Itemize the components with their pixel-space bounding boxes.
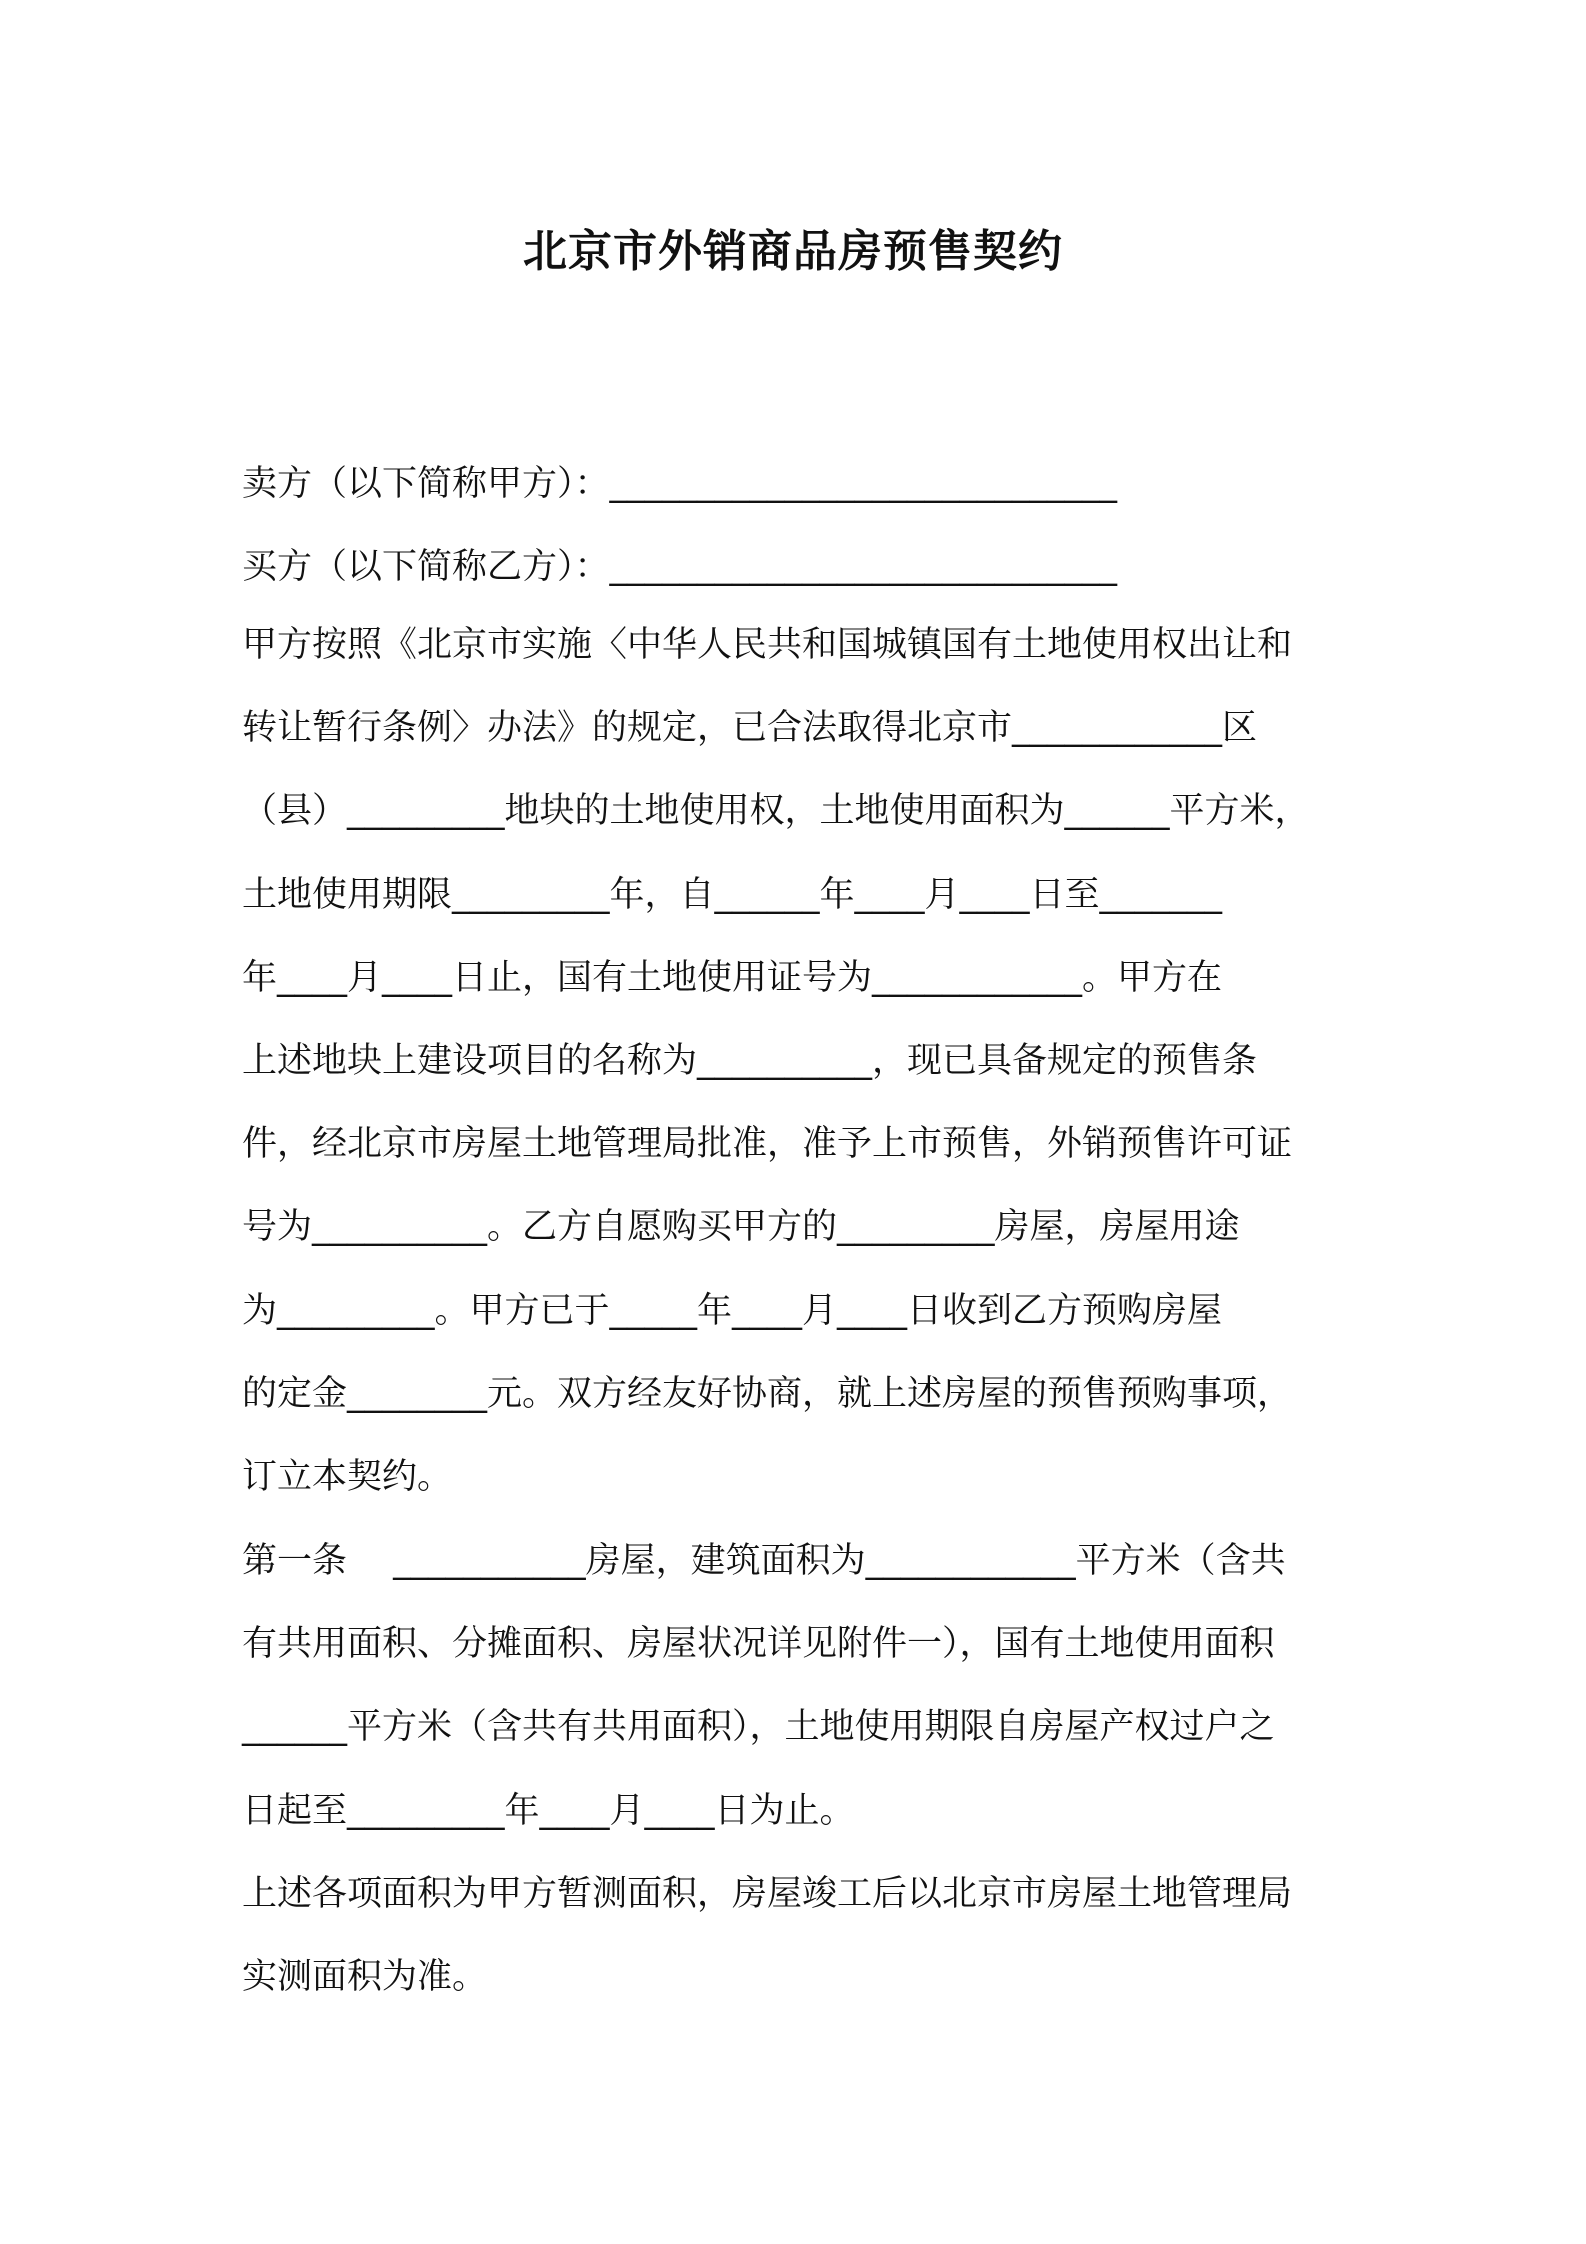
document-title: 北京市外销商品房预售契约: [523, 226, 1063, 277]
preamble-line: （县）_________地块的土地使用权，土地使用面积为______平方米，: [242, 791, 1310, 831]
article-one-line: 第一条 ___________房屋，建筑面积为____________平方米（含共: [242, 1541, 1286, 1581]
preamble-line: 为_________。甲方已于_____年____月____日收到乙方预购房屋: [242, 1291, 1223, 1331]
buyer-line: 买方（以下简称乙方）：_____________________________: [242, 547, 1118, 587]
seller-line: 卖方（以下简称甲方）：_____________________________: [242, 464, 1118, 504]
article-one-line: ______平方米（含共有共用面积），土地使用期限自房屋产权过户之: [242, 1707, 1275, 1747]
preamble-line: 土地使用期限_________年，自______年____月____日至_______: [242, 875, 1223, 915]
preamble-line: 转让暂行条例〉办法》的规定，已合法取得北京市____________区: [242, 708, 1258, 748]
preamble-line: 年____月____日止，国有土地使用证号为____________。甲方在: [242, 958, 1223, 998]
article-one-line: 有共用面积、分摊面积、房屋状况详见附件一），国有土地使用面积: [242, 1624, 1275, 1664]
area-note-line: 上述各项面积为甲方暂测面积，房屋竣工后以北京市房屋土地管理局: [242, 1874, 1293, 1914]
preamble-line: 上述地块上建设项目的名称为__________，现已具备规定的预售条: [242, 1041, 1258, 1081]
area-note-line: 实测面积为准。: [242, 1957, 488, 1997]
preamble-line: 号为__________。乙方自愿购买甲方的_________房屋，房屋用途: [242, 1207, 1240, 1247]
article-one-line: 日起至_________年____月____日为止。: [242, 1791, 855, 1831]
preamble-line: 订立本契约。: [242, 1457, 453, 1497]
preamble-line: 甲方按照《北京市实施〈中华人民共和国城镇国有土地使用权出让和: [242, 625, 1293, 665]
preamble-line: 的定金________元。双方经友好协商，就上述房屋的预售预购事项，: [242, 1374, 1293, 1414]
preamble-line: 件，经北京市房屋土地管理局批准，准予上市预售，外销预售许可证: [242, 1124, 1293, 1164]
